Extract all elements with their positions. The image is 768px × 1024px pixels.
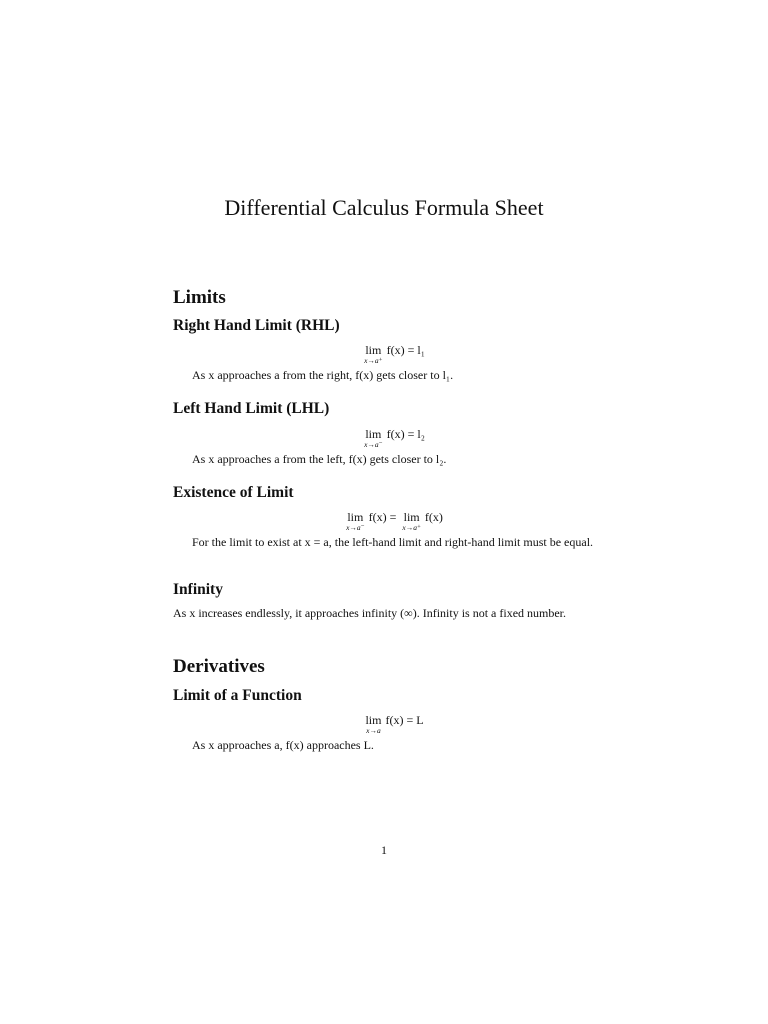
rhl-expression: f(x) = l₁ xyxy=(386,343,425,357)
lim-word: lim xyxy=(365,713,382,727)
lim-subscript: x→a⁺ xyxy=(364,356,383,365)
lhl-description: As x approaches a from the left, f(x) gets closer to l₂. xyxy=(192,452,447,466)
lim-subscript: x→a⁻ xyxy=(364,440,383,449)
limit-function-description: As x approaches a, f(x) approaches L. xyxy=(192,738,374,752)
document-title: Differential Calculus Formula Sheet xyxy=(224,195,544,220)
limit-operator xyxy=(364,427,383,449)
section-heading-derivatives: Derivatives xyxy=(173,656,265,677)
subsection-heading-limit-of-function: Limit of a Function xyxy=(173,687,302,704)
limit-operator xyxy=(364,343,383,365)
lhl-expression: f(x) = l₂ xyxy=(386,427,425,441)
limit-operator xyxy=(365,713,381,735)
existence-description: For the limit to exist at x = a, the left-hand limit and right-hand limit must be equal. xyxy=(192,535,594,549)
page-number: 1 xyxy=(381,843,387,857)
rhl-equation xyxy=(173,343,616,365)
lim-word: lim xyxy=(365,343,382,357)
limit-function-equation xyxy=(173,713,616,735)
existence-expression-right: f(x) xyxy=(424,510,443,524)
subsection-heading-existence: Existence of Limit xyxy=(173,484,294,501)
subsection-heading-rhl: Right Hand Limit (RHL) xyxy=(173,317,340,334)
existence-equation xyxy=(173,510,616,532)
existence-expression-left: f(x) = xyxy=(368,510,397,524)
subsection-heading-lhl: Left Hand Limit (LHL) xyxy=(173,400,330,417)
rhl-description: As x approaches a from the right, f(x) gets closer to l₁. xyxy=(192,368,454,382)
section-heading-limits: Limits xyxy=(173,287,226,308)
limit-function-expression: f(x) = L xyxy=(385,713,424,727)
limit-operator-left xyxy=(346,510,365,532)
subsection-heading-infinity: Infinity xyxy=(173,581,223,598)
lim-word: lim xyxy=(365,427,382,441)
lim-word: lim xyxy=(347,510,364,524)
lim-subscript: x→a xyxy=(366,726,381,735)
lim-subscript: x→a⁺ xyxy=(402,523,421,532)
lim-subscript: x→a⁻ xyxy=(346,523,365,532)
lim-word: lim xyxy=(403,510,420,524)
limit-operator-right xyxy=(402,510,421,532)
lhl-equation xyxy=(173,427,616,449)
infinity-description: As x increases endlessly, it approaches infinity (∞). Infinity is not a fixed number. xyxy=(173,606,567,620)
